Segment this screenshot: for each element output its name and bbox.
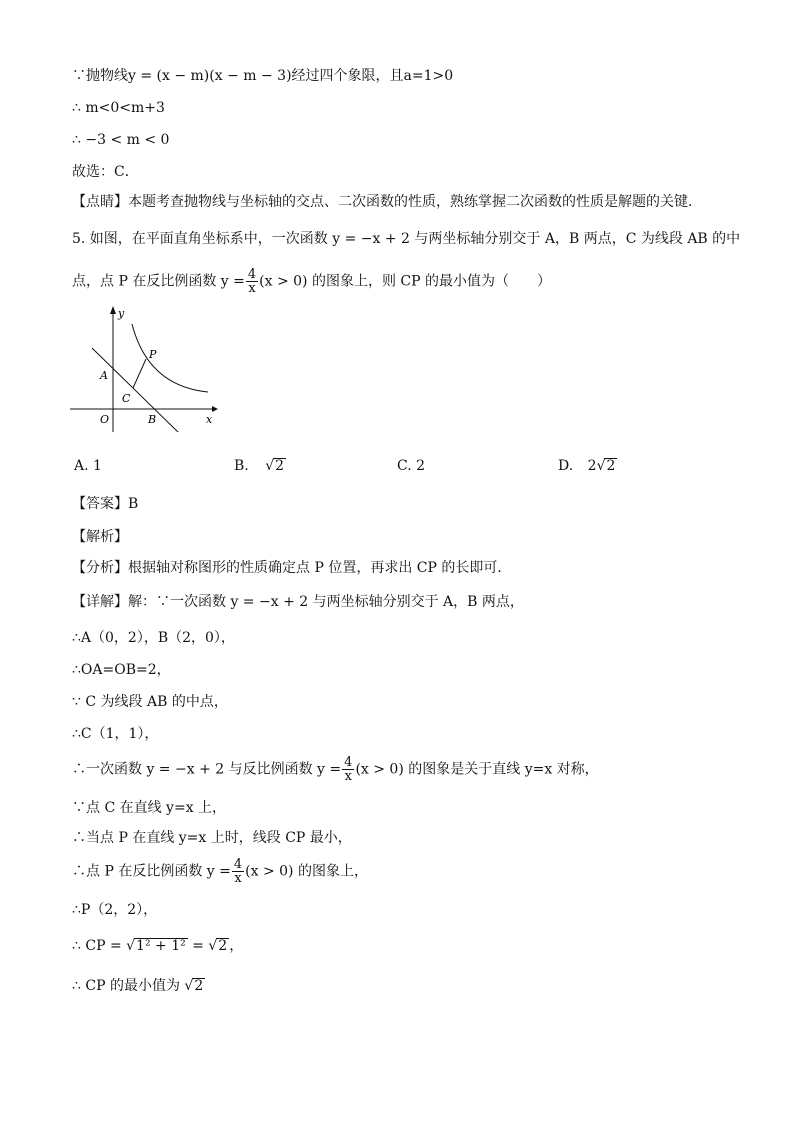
comment-line: 【点睛】本题考查抛物线与坐标轴的交点、二次函数的性质，熟练掌握二次函数的性质是解题的关键． <box>72 194 702 210</box>
text-line: 故选：C． <box>72 164 139 180</box>
point-label-c: C <box>122 392 131 405</box>
solution-line: ∴P（2，2）， <box>72 902 158 918</box>
fraction: $\frac{4}{x}$ <box>247 267 257 296</box>
axis-label-y: y <box>118 307 125 320</box>
point-label-a: A <box>100 369 108 382</box>
origin-label: O <box>100 413 110 426</box>
solution-line: ∴一次函数 y = −x + 2 与反比例函数 y = $\frac{4}{x}$ (x > 0) 的图象是关于直线 y=x 对称， <box>72 755 599 784</box>
solution-line: ∴ CP 的最小值为 √2 <box>72 978 204 994</box>
solution-line: ∴OA=OB=2， <box>72 662 171 678</box>
point-label-p: P <box>149 348 157 361</box>
option-b: B. √2 <box>234 458 285 474</box>
analysis-heading: 【解析】 <box>72 529 128 545</box>
question-text <box>72 268 551 295</box>
point-label-b: B <box>148 413 157 426</box>
text-line: ∵抛物线y = (x − m)(x − m − 3)经过四个象限，且a=1>0 <box>72 68 454 84</box>
solution-line: ∵ C 为线段 AB 的中点， <box>72 694 228 710</box>
option-a: A. 1 <box>74 458 102 474</box>
question-part: (x > 0) 的图象上，则 CP 的最小值为（ ） <box>259 273 551 290</box>
solution-line: ∴C（1，1）， <box>72 726 159 742</box>
option-c: C. 2 <box>397 458 426 474</box>
solution-line: 【详解】解：∵一次函数 y = −x + 2 与两坐标轴分别交于 A，B 两点， <box>72 594 524 610</box>
option-d: D. 2√2 <box>558 458 616 474</box>
solution-line: ∴点 P 在反比例函数 y = $\frac{4}{x}$ (x > 0) 的图象上， <box>72 857 368 886</box>
question-part: 点，点 P 在反比例函数 y = <box>72 273 245 290</box>
fraction: $\frac{4}{x}$ <box>233 857 243 886</box>
analysis-line: 【分析】根据轴对称图形的性质确定点 P 位置，再求出 CP 的长即可． <box>72 560 512 576</box>
solution-line: ∴A（0，2），B（2，0）， <box>72 630 235 646</box>
solution-line: ∵点 C 在直线 y=x 上， <box>72 800 227 816</box>
coordinate-figure <box>70 302 220 432</box>
question-text: 5. 如图，在平面直角坐标系中，一次函数 y = −x + 2 与两坐标轴分别交于 A，B 两点，C 为线段 AB 的中 <box>72 231 741 247</box>
text-line: ∴ −3 < m < 0 <box>72 132 170 148</box>
answer-line: 【答案】B <box>72 496 139 512</box>
fraction: $\frac{4}{x}$ <box>344 755 353 784</box>
text-line: ∴ m<0<m+3 <box>72 100 165 116</box>
solution-line: ∴ CP = √1² + 1² = √2 ， <box>72 938 244 954</box>
axis-label-x: x <box>206 413 213 426</box>
solution-line: ∴当点 P 在直线 y=x 上时，线段 CP 最小， <box>72 830 352 846</box>
